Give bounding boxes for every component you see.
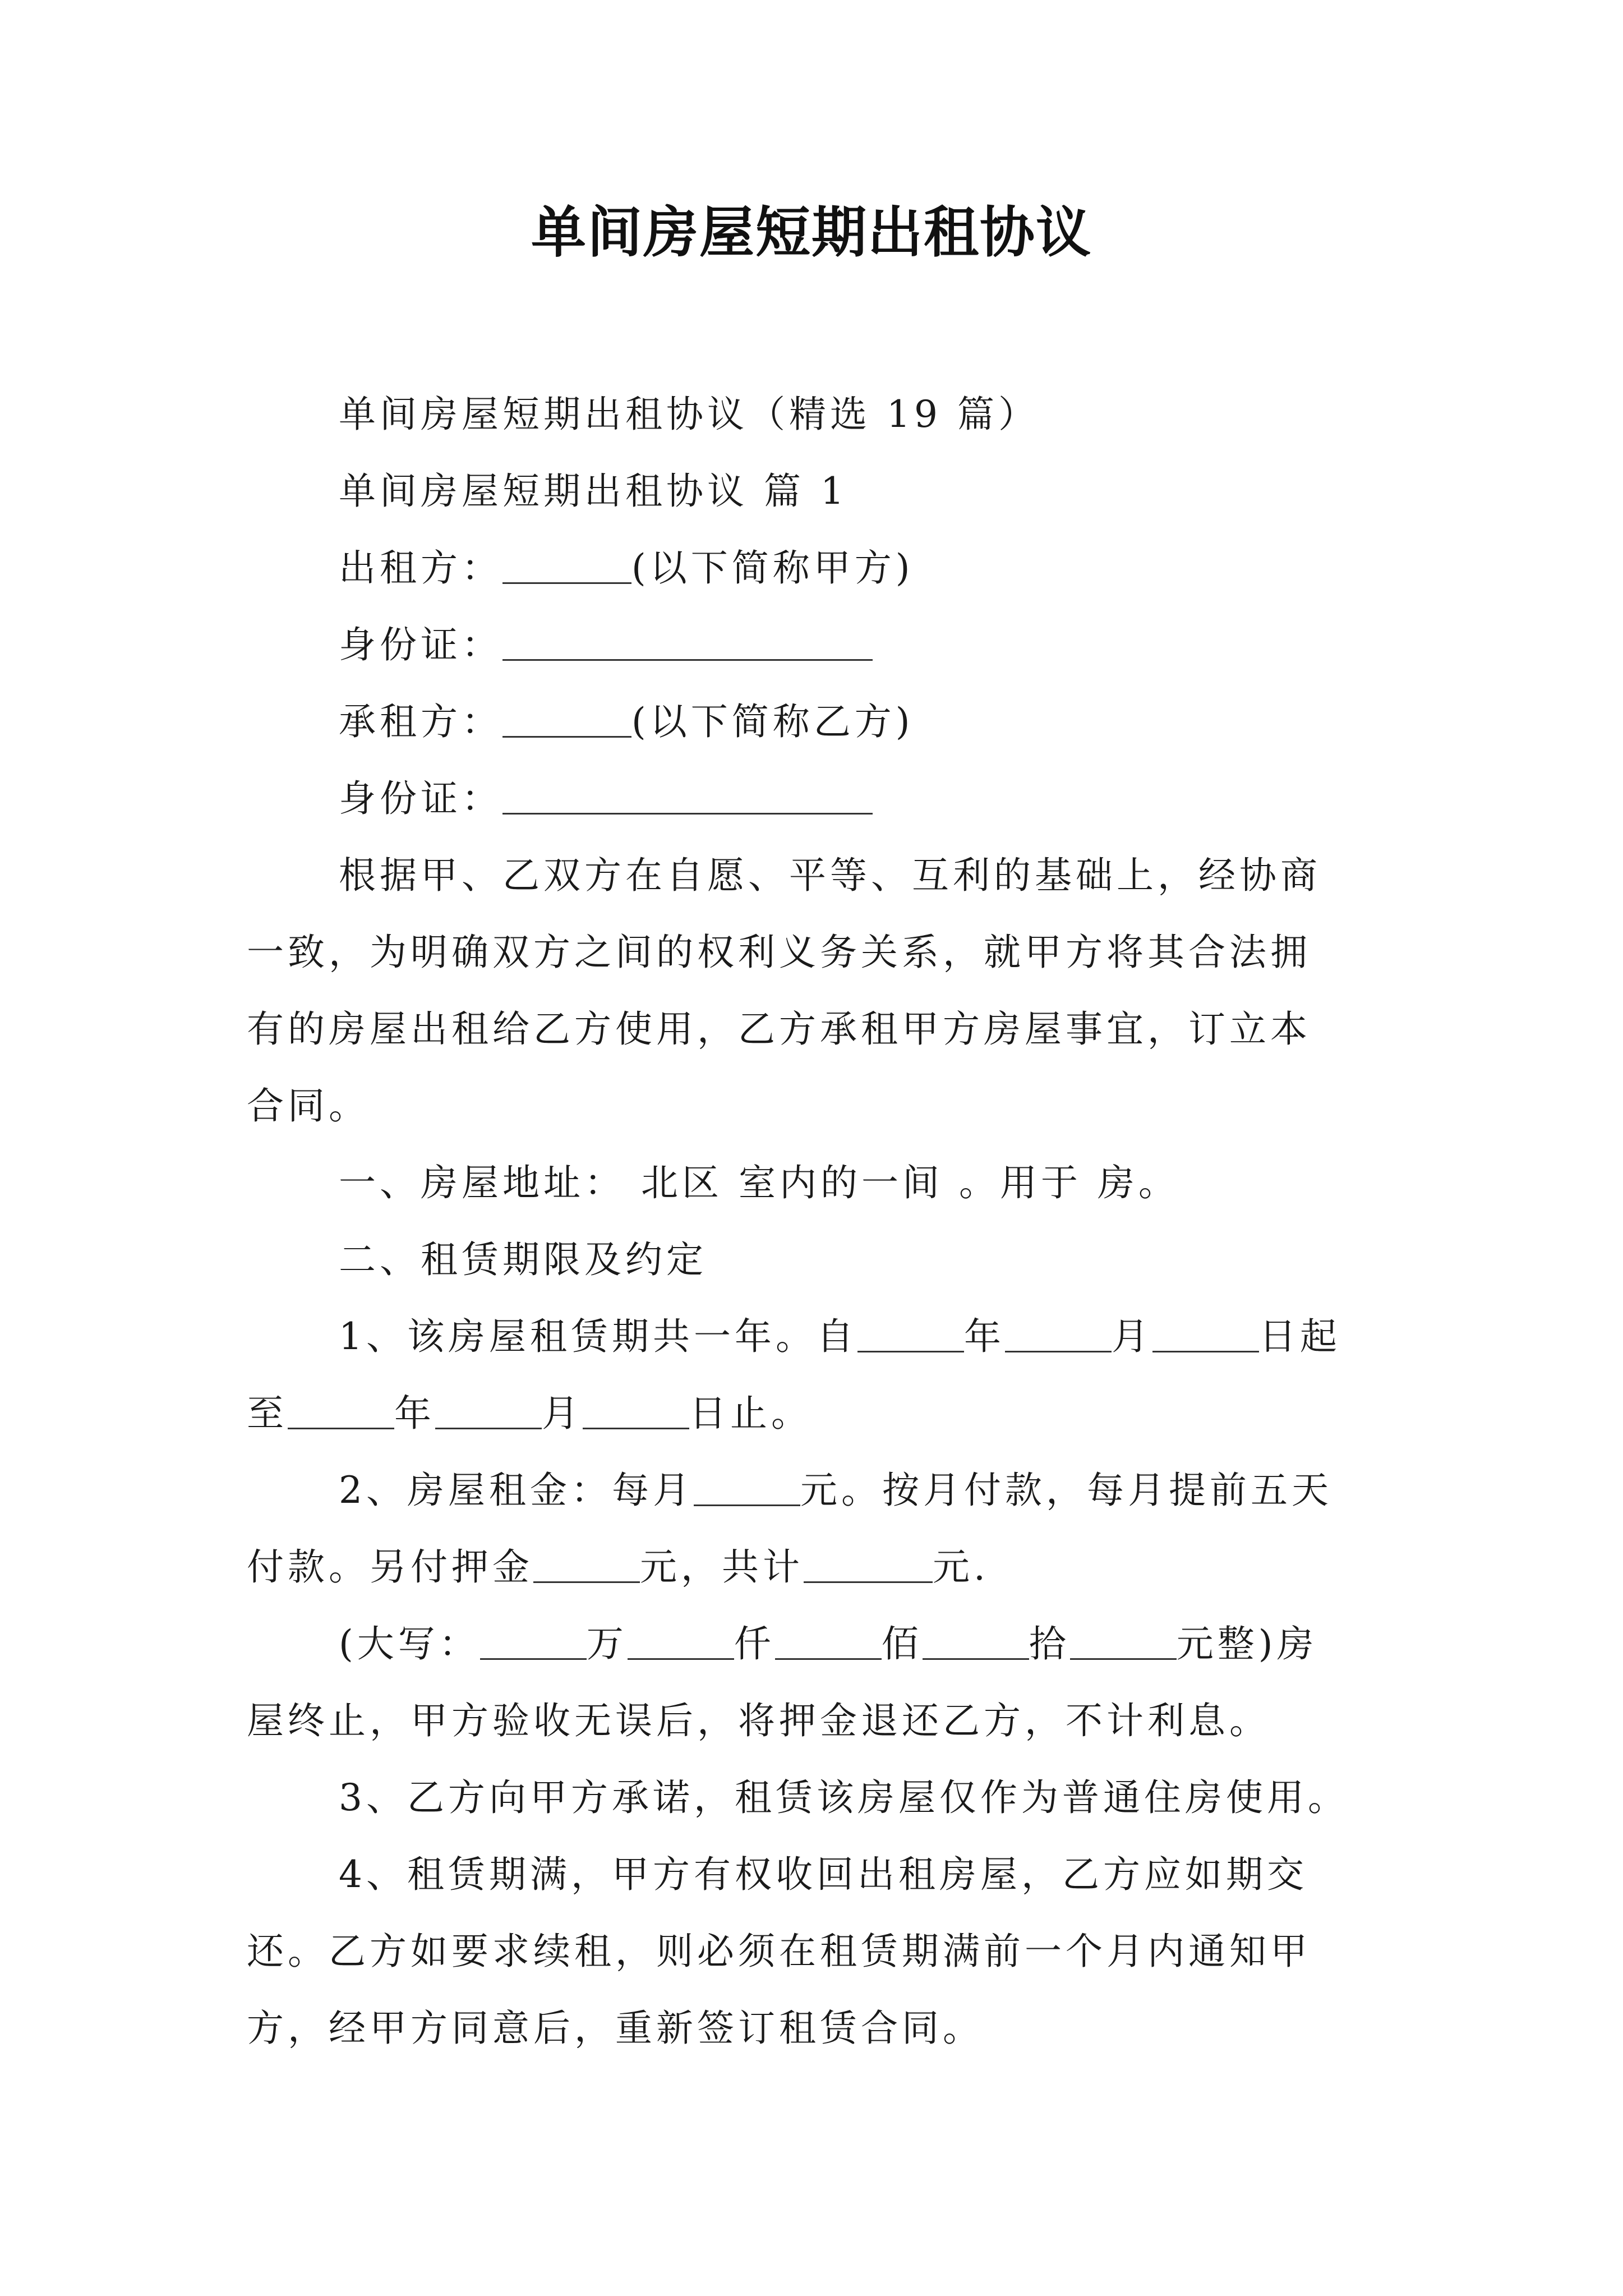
- section-1-address: 一、房屋地址： 北区 室内的一间 。用于 房。: [339, 1161, 1179, 1204]
- lessor-id-line: [247, 606, 1391, 683]
- rent-terms: 元。按月付款，每月提前五天: [800, 1469, 1332, 1512]
- lessee-line: [247, 683, 1391, 760]
- shi-blank: [923, 1621, 1029, 1660]
- section-2-heading: 二、租赁期限及约定: [339, 1238, 707, 1281]
- day-to-label: 日止。: [689, 1392, 812, 1435]
- clause-2-line-3: [247, 1605, 1391, 1682]
- start-day-blank: [1152, 1314, 1259, 1352]
- preamble-line-4: 合同。: [247, 1084, 370, 1128]
- lessor-line: [247, 530, 1391, 606]
- lessor-blank: [502, 545, 631, 584]
- preamble-line-3: 有的房屋出租给乙方使用，乙方承租甲方房屋事宜，订立本: [247, 1007, 1311, 1051]
- year-label: 年: [964, 1315, 1005, 1358]
- preamble-line-2: 一致，为明确双方之间的权利义务关系，就甲方将其合法拥: [247, 931, 1311, 974]
- total-blank: [804, 1544, 933, 1583]
- clause-2-line-1: [247, 1452, 1391, 1529]
- qian-label: 仟: [734, 1622, 775, 1665]
- day-from-label: 日起: [1259, 1315, 1341, 1358]
- preamble-line-1: 根据甲、乙双方在自愿、平等、互利的基础上，经协商: [339, 854, 1321, 897]
- capital-label: (大写：: [339, 1622, 480, 1665]
- clause-2-line-4: 屋终止，甲方验收无误后，将押金退还乙方，不计利息。: [247, 1699, 1270, 1742]
- month-label-2: 月: [542, 1392, 583, 1435]
- clause-1-text: 1、该房屋租赁期共一年。自: [339, 1315, 857, 1358]
- lessor-id-blank: [502, 622, 873, 661]
- bai-label: 佰: [881, 1622, 923, 1665]
- month-label: 月: [1112, 1315, 1152, 1358]
- lessee-blank: [502, 699, 631, 738]
- total-text: 元，共计: [640, 1545, 804, 1589]
- lessee-suffix: (以下简称乙方): [631, 700, 914, 743]
- clause-4-line-3: 方，经甲方同意后，重新签订租赁合同。: [247, 2007, 984, 2050]
- yuan-zheng-label: 元整)房: [1176, 1622, 1318, 1665]
- end-year-blank: [288, 1391, 394, 1429]
- deposit-text: 付款。另付押金: [247, 1545, 533, 1589]
- clause-4-line-2: 还。乙方如要求续租，则必须在租赁期满前一个月内通知甲: [247, 1930, 1311, 1973]
- part-title-line: 单间房屋短期出租协议 篇 1: [339, 470, 848, 513]
- to-label: 至: [247, 1392, 288, 1435]
- wan-label: 万: [586, 1622, 628, 1665]
- shi-label: 拾: [1029, 1622, 1070, 1665]
- total-unit: 元.: [933, 1545, 989, 1589]
- lessee-id-blank: [502, 776, 873, 815]
- yuan-blank: [1070, 1621, 1177, 1660]
- wan-blank: [480, 1621, 587, 1660]
- clause-3: 3、乙方向甲方承诺，租赁该房屋仅作为普通住房使用。: [339, 1776, 1349, 1819]
- lessor-id-label: 身份证：: [339, 623, 502, 666]
- lessee-id-line: [247, 760, 1391, 837]
- lessor-suffix: (以下简称甲方): [631, 546, 914, 590]
- lessee-id-label: 身份证：: [339, 777, 502, 820]
- deposit-blank: [533, 1544, 640, 1583]
- clause-4-line-1: 4、租赁期满，甲方有权收回出租房屋，乙方应如期交: [339, 1853, 1308, 1896]
- lessee-label: 承租方：: [339, 700, 502, 743]
- year-label-2: 年: [394, 1392, 435, 1435]
- clause-1-line-2: [247, 1375, 1391, 1452]
- clause-1-line-1: [247, 1298, 1391, 1375]
- qian-blank: [628, 1621, 734, 1660]
- bai-blank: [775, 1621, 882, 1660]
- end-day-blank: [583, 1391, 689, 1429]
- document-title: 单间房屋短期出租协议: [531, 201, 1092, 265]
- rent-text: 2、房屋租金：每月: [339, 1469, 694, 1512]
- start-year-blank: [857, 1314, 964, 1352]
- end-month-blank: [435, 1391, 542, 1429]
- lessor-label: 出租方：: [339, 546, 502, 590]
- clause-2-line-2: [247, 1529, 1391, 1605]
- subtitle-line: 单间房屋短期出租协议（精选 19 篇）: [339, 393, 1039, 436]
- document-body: [247, 376, 1391, 2067]
- start-month-blank: [1005, 1314, 1112, 1352]
- monthly-rent-blank: [694, 1467, 800, 1506]
